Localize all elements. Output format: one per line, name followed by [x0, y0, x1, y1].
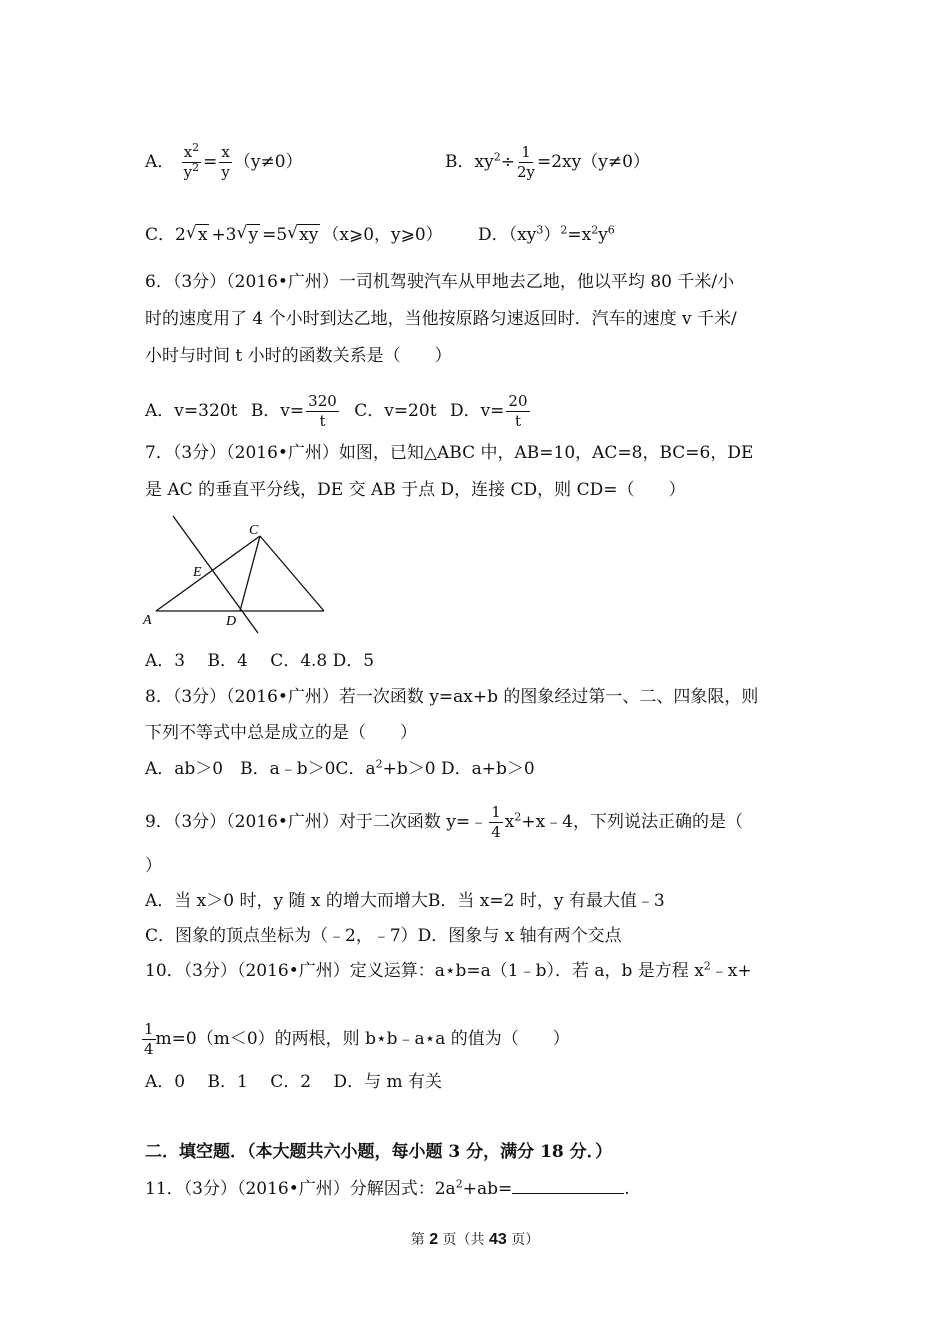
q5-b-div: ÷ — [500, 152, 515, 172]
q6-line2: 时的速度用了 4 个小时到达乙地，当他按原路匀速返回时．汽车的速度 v 千米/ — [145, 309, 737, 329]
q5-c-rad3: xy — [299, 225, 319, 245]
q8-options-pre: A．ab＞0 B．a﹣b＞0C．a — [145, 759, 376, 779]
footer-mid: 页（共 — [438, 1232, 489, 1248]
q11-exp: 2 — [455, 1177, 463, 1191]
footer-post: 页） — [506, 1232, 540, 1248]
q9-line2: ） — [145, 856, 162, 876]
q5-d-exp3: 2 — [591, 223, 599, 237]
q5-b-den: 2y — [516, 163, 535, 181]
label-a: A — [143, 613, 152, 628]
q10-line1-post: ﹣x+ — [710, 961, 752, 981]
triangle-side-ac — [156, 536, 260, 611]
q6-option-c: C．v=20t — [354, 401, 437, 421]
q5-b-post: =2xy（y≠0） — [536, 152, 650, 172]
q5-b-fraction — [517, 145, 535, 180]
q9-line3: A．当 x＞0 时，y 随 x 的增大而增大B．当 x=2 时，y 有最大值﹣3 — [145, 891, 665, 911]
q10-fraction — [142, 1022, 156, 1057]
q7-triangle-figure — [140, 512, 335, 637]
section2-title: 二．填空题．（本大题共六小题，每小题 3 分，满分 18 分．） — [145, 1142, 613, 1162]
q5-row-ab — [145, 141, 303, 181]
q6-options — [145, 394, 532, 429]
q5-option-d — [478, 224, 615, 246]
q6-b-pre: B．v= — [250, 401, 305, 421]
perpendicular-bisector-de — [173, 516, 258, 633]
q9-den: 4 — [491, 823, 501, 841]
q9-line1 — [145, 805, 743, 840]
q5-d-mid: ） — [543, 225, 561, 245]
q5-a-den1: y — [183, 163, 193, 181]
q5-option-c — [145, 224, 443, 246]
q5-a-condition: （y≠0） — [233, 152, 303, 172]
q5-a-fraction1 — [182, 141, 201, 181]
q10-line2 — [142, 1022, 570, 1057]
q10-line1-pre: 10．（3分）（2016•广州）定义运算：a⋆b=a（1﹣b）．若 a，b 是方程 x — [145, 961, 704, 981]
q8-options-post: +b＞0 D．a+b＞0 — [382, 759, 535, 779]
q9-post: +x﹣4，下列说法正确的是（ — [521, 812, 743, 832]
q10-num: 1 — [144, 1020, 154, 1038]
q9-num: 1 — [491, 803, 501, 821]
segment-cd — [240, 536, 260, 611]
q11-line — [145, 1178, 630, 1200]
q5-c-sqrt2: √ y — [236, 223, 259, 245]
q8-line1: 8．（3分）（2016•广州）若一次函数 y=ax+b 的图象经过第一、二、四象限，则 — [145, 687, 759, 707]
q6-line1: 6．（3分）（2016•广州）一司机驾驶汽车从甲地去乙地，他以平均 80 千米/小 — [145, 272, 735, 292]
q6-d-pre: D．v= — [449, 401, 505, 421]
q6-d-den: t — [514, 412, 521, 430]
q10-line1-exp: 2 — [703, 959, 711, 973]
q5-d-pre: （xy — [508, 225, 537, 245]
q5-d-exp2: 2 — [560, 223, 568, 237]
q6-option-b — [250, 392, 341, 430]
label-d: D — [226, 614, 237, 629]
q5-c-label: C． — [145, 225, 176, 245]
q5-a-fraction2 — [219, 145, 231, 180]
footer-page-number: 2 — [429, 1231, 439, 1248]
q6-d-fraction — [506, 394, 529, 429]
q6-d-num: 20 — [508, 392, 528, 410]
q7-line1: 7．（3分）（2016•广州）如图，已知△ABC 中，AB=10，AC=8，BC=6，DE — [145, 443, 754, 463]
q5-c-sqrt1: √ x — [185, 223, 208, 245]
q5-d-exp1: 3 — [536, 223, 544, 237]
q10-line2-post: m=0（m＜0）的两根，则 b⋆b﹣a⋆a 的值为（ ） — [155, 1029, 570, 1049]
q5-b-pre: xy — [474, 152, 494, 172]
q5-c-rad2: y — [248, 225, 259, 245]
triangle-side-bc — [260, 536, 324, 611]
q10-line1 — [145, 960, 752, 982]
q5-a-den2: y — [221, 163, 230, 181]
q5-c-coef1: 2 — [175, 225, 186, 245]
q5-c-sqrt3: √ xy — [287, 223, 319, 245]
q6-b-num: 320 — [308, 392, 337, 410]
q5-a-eq: = — [203, 152, 218, 172]
q5-option-a — [145, 141, 303, 181]
q11-answer-blank — [512, 1178, 624, 1194]
q5-d-eq: =x — [567, 225, 592, 245]
q5-c-rad1: x — [197, 225, 208, 245]
q5-a-exp2: 2 — [192, 161, 200, 174]
q5-option-b — [445, 145, 650, 180]
q6-b-den: t — [319, 412, 326, 430]
q6-option-d — [449, 392, 532, 430]
q8-line2: 下列不等式中总是成立的是（ ） — [145, 723, 417, 743]
q5-d-label: D． — [478, 225, 509, 245]
label-e: E — [193, 565, 202, 580]
footer-pre: 第 — [410, 1232, 430, 1248]
q9-fraction — [489, 805, 503, 840]
q6-line3: 小时与时间 t 小时的函数关系是（ ） — [145, 346, 452, 366]
q5-a-num1: x — [183, 143, 193, 161]
q9-exp: 2 — [514, 810, 522, 824]
q5-b-num: 1 — [521, 143, 531, 161]
q6-b-fraction — [306, 394, 339, 429]
q8-options — [145, 758, 535, 780]
q8-options-exp: 2 — [375, 757, 383, 771]
q5-b-label: B． — [445, 152, 475, 172]
q10-den: 4 — [144, 1040, 154, 1058]
q5-a-num2: x — [221, 143, 230, 161]
q5-b-exp: 2 — [493, 150, 501, 164]
q9-line4: C．图象的顶点坐标为（﹣2，﹣7）D．图象与 x 轴有两个交点 — [145, 926, 622, 946]
page-footer — [0, 1229, 950, 1249]
q5-d-y: y — [598, 225, 608, 245]
q7-line2: 是 AC 的垂直平分线，DE 交 AB 于点 D，连接 CD，则 CD=（ ） — [145, 480, 686, 500]
q5-c-op: +3 — [211, 225, 237, 245]
q5-a-label: A． — [145, 152, 175, 172]
q9-x: x — [504, 812, 515, 832]
q5-a-exp1: 2 — [192, 141, 200, 154]
q11-post: +ab= — [462, 1179, 513, 1199]
q9-pre: 9．（3分）（2016•广州）对于二次函数 y=﹣ — [145, 812, 488, 832]
q7-options: A．3 B．4 C．4.8 D．5 — [145, 651, 375, 671]
q11-end: . — [624, 1179, 630, 1199]
q10-options: A．0 B．1 C．2 D．与 m 有关 — [145, 1072, 442, 1092]
q5-c-condition: （x⩾0，y⩾0） — [322, 225, 443, 245]
label-c: C — [249, 523, 259, 538]
q5-d-exp4: 6 — [607, 223, 615, 237]
footer-total-pages: 43 — [489, 1231, 507, 1248]
q6-option-a: A．v=320t — [145, 401, 238, 421]
q11-pre: 11．（3分）（2016•广州）分解因式：2a — [145, 1179, 456, 1199]
q5-c-eq: =5 — [262, 225, 288, 245]
